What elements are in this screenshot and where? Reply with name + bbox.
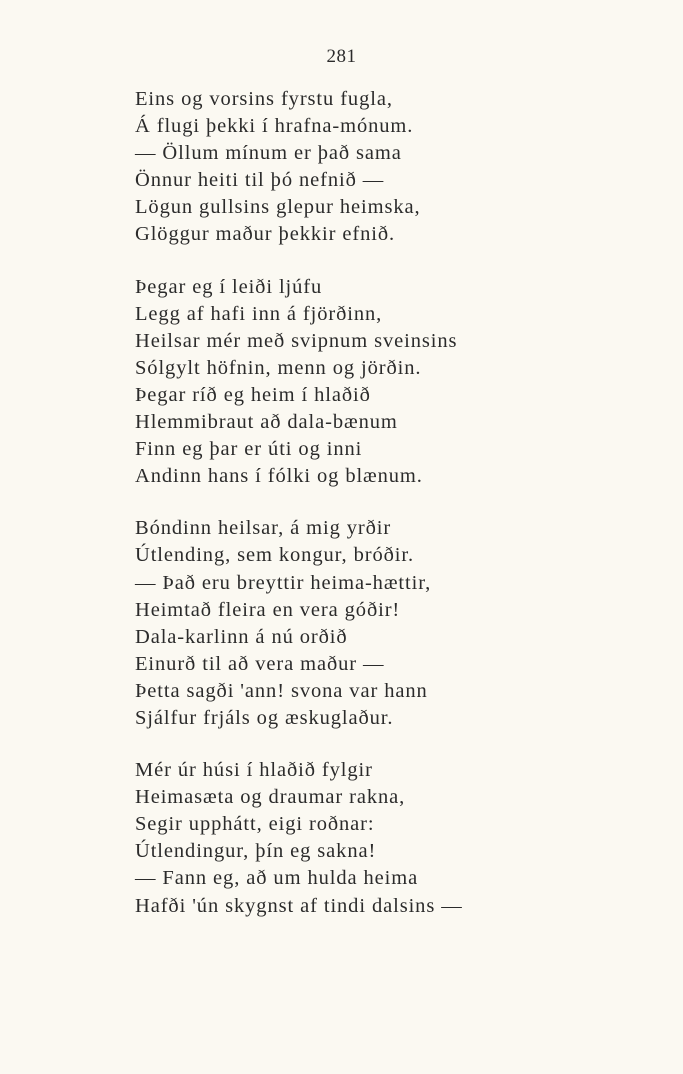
poem-line: Bóndinn heilsar, á mig yrðir	[135, 517, 392, 540]
poem-line: Heimasæta og draumar rakna,	[135, 786, 406, 809]
poem-line: Heilsar mér með svipnum sveinsins	[135, 329, 458, 352]
poem-line: Dala-karlinn á nú orðið	[135, 625, 348, 648]
poem-line: — Fann eg, að um hulda heima	[135, 867, 419, 890]
poem-line: Einurð til að vera maður —	[135, 652, 385, 675]
poem-line: — Það eru breyttir heima-hættir,	[135, 571, 432, 594]
poem-line: Hlemmibraut að dala-bænum	[135, 411, 398, 434]
stanza-1	[135, 86, 655, 249]
poem-line: Önnur heiti til þó nefnið —	[135, 169, 385, 192]
poem-line: Útlending, sem kongur, bróðir.	[135, 544, 414, 567]
poem-line: Á flugi þekki í hrafna-mónum.	[135, 115, 414, 138]
poem-line: Þegar ríð eg heim í hlaðið	[135, 383, 371, 406]
poem-line: Heimtað fleira en vera góðir!	[135, 598, 401, 621]
poem-line: Andinn hans í fólki og blænum.	[135, 465, 423, 488]
stanza-3	[135, 515, 655, 732]
poem-line: Finn eg þar er úti og inni	[135, 438, 363, 461]
page-number: 281	[326, 46, 357, 67]
poem-line: Segir upphátt, eigi roðnar:	[135, 813, 375, 836]
poem-line: Sjálfur frjáls og æskuglaður.	[135, 706, 394, 729]
poem-line: Hafði 'ún skygnst af tindi dalsins —	[135, 894, 463, 917]
poem	[135, 86, 655, 945]
poem-line: Lögun gullsins glepur heimska,	[135, 196, 421, 219]
poem-line: Eins og vorsins fyrstu fugla,	[135, 88, 393, 110]
poem-line: Legg af hafi inn á fjörðinn,	[135, 302, 383, 325]
poem-line: Glöggur maður þekkir efnið.	[135, 223, 395, 246]
stanza-2	[135, 274, 655, 491]
poem-line: — Öllum mínum er það sama	[135, 142, 402, 165]
poem-line: Þegar eg í leiði ljúfu	[135, 275, 323, 298]
poem-line: Þetta sagði 'ann! svona var hann	[135, 679, 428, 702]
poem-line: Útlendingur, þín eg sakna!	[135, 840, 377, 863]
poem-line: Sólgylt höfnin, menn og jörðin.	[135, 356, 422, 379]
poem-line: Mér úr húsi í hlaðið fylgir	[135, 759, 373, 782]
stanza-4	[135, 757, 655, 920]
